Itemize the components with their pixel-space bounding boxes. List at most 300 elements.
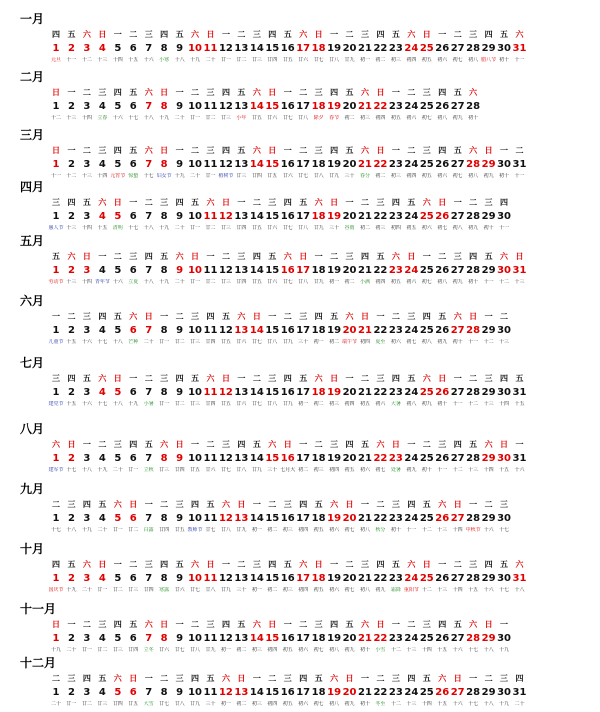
- weekday-label: 六: [515, 560, 524, 569]
- weekday-label: 二: [469, 374, 478, 383]
- weekday-label: 五: [453, 146, 462, 155]
- day-number: 16: [280, 633, 295, 644]
- lunar-date: 廿七: [313, 57, 324, 63]
- weekday-label: 二: [283, 312, 292, 321]
- lunar-date: 十二: [421, 527, 432, 533]
- month-label: 五月: [20, 234, 45, 248]
- lunar-date: 初六: [298, 701, 309, 707]
- lunar-date: 十五: [468, 587, 479, 593]
- day-number: 3: [83, 633, 91, 644]
- day-number: 25: [419, 573, 434, 584]
- lunar-date: 十三: [468, 467, 479, 473]
- day-number: 8: [160, 43, 168, 54]
- day-number: 2: [67, 453, 75, 464]
- lunar-date: 小寒: [159, 57, 170, 63]
- day-number: 13: [234, 101, 249, 112]
- lunar-date: 初四: [406, 173, 417, 179]
- lunar-date: 廿八: [236, 467, 247, 473]
- weekday-label: 四: [206, 312, 215, 321]
- lunar-date: 初四: [298, 587, 309, 593]
- day-number: 1: [52, 159, 60, 170]
- lunar-date: 初五: [390, 279, 401, 285]
- weekday-label: 三: [391, 500, 400, 509]
- day-number: 21: [358, 101, 372, 112]
- day-number: 23: [388, 387, 403, 398]
- weekday-label: 一: [206, 252, 215, 261]
- day-number: 2: [67, 325, 75, 336]
- day-number: 28: [466, 325, 481, 336]
- weekday-label: 六: [113, 674, 122, 683]
- day-number: 22: [373, 687, 388, 698]
- weekday-label: 四: [160, 560, 169, 569]
- weekday-label: 一: [113, 30, 122, 39]
- weekday-label: 五: [113, 312, 122, 321]
- day-number: 16: [280, 211, 295, 222]
- lunar-date: 十六: [81, 401, 92, 407]
- day-number: 19: [327, 101, 342, 112]
- month-label: 四月: [20, 180, 45, 194]
- lunar-date: 初九: [437, 339, 448, 345]
- weekday-label: 三: [175, 500, 184, 509]
- lunar-date: 十二: [50, 115, 61, 121]
- day-number: 6: [129, 513, 137, 524]
- weekday-label: 一: [175, 88, 184, 97]
- day-number: 23: [388, 265, 403, 276]
- day-number: 22: [373, 159, 388, 170]
- weekday-label: 日: [221, 198, 230, 207]
- day-number: 27: [450, 633, 465, 644]
- lunar-date: 初一: [220, 647, 231, 653]
- weekday-label: 四: [191, 674, 200, 683]
- weekday-label: 三: [52, 374, 60, 383]
- weekday-label: 三: [407, 312, 416, 321]
- day-number: 16: [280, 43, 295, 54]
- lunar-date: 廿八: [298, 225, 309, 231]
- day-number: 13: [234, 633, 249, 644]
- day-number: 26: [435, 687, 450, 698]
- lunar-date: 十七: [97, 401, 108, 407]
- day-number: 21: [358, 211, 372, 222]
- lunar-date: 初二: [267, 587, 278, 593]
- lunar-date: 初八: [329, 647, 340, 653]
- lunar-date: 初五: [313, 527, 324, 533]
- weekday-label: 六: [283, 252, 292, 261]
- weekday-label: 三: [67, 674, 76, 683]
- day-number: 29: [481, 687, 496, 698]
- lunar-date: 十五: [437, 701, 448, 707]
- lunar-date: 初六: [437, 173, 448, 179]
- day-number: 13: [234, 687, 249, 698]
- weekday-label: 三: [82, 312, 91, 321]
- lunar-date: 廿一: [159, 401, 170, 407]
- day-number: 26: [435, 513, 450, 524]
- day-number: 24: [404, 211, 419, 222]
- day-number: 9: [176, 325, 184, 336]
- day-number: 4: [98, 211, 106, 222]
- weekday-label: 三: [500, 674, 509, 683]
- lunar-date: 初九: [344, 701, 355, 707]
- weekday-label: 四: [376, 30, 385, 39]
- day-number: 17: [296, 633, 311, 644]
- day-number: 2: [67, 159, 75, 170]
- weekday-label: 五: [361, 440, 369, 449]
- day-number: 18: [311, 633, 326, 644]
- lunar-date: 初九: [452, 115, 463, 121]
- weekday-label: 六: [299, 30, 308, 39]
- weekday-label: 一: [67, 620, 76, 629]
- lunar-date: 廿七: [174, 647, 185, 653]
- lunar-date: 十四: [81, 225, 92, 231]
- lunar-date: 廿八: [205, 587, 216, 593]
- lunar-date: 十四: [499, 401, 510, 407]
- lunar-date: 初四: [406, 57, 417, 63]
- lunar-date: 十五: [128, 57, 139, 63]
- day-number: 9: [176, 265, 184, 276]
- day-number: 26: [435, 633, 450, 644]
- day-number: 2: [67, 573, 75, 584]
- lunar-date: 十一: [483, 279, 494, 285]
- weekday-label: 二: [52, 500, 60, 509]
- lunar-date: 十二: [81, 57, 92, 63]
- weekday-label: 五: [129, 146, 138, 155]
- weekday-label: 五: [237, 146, 246, 155]
- weekday-label: 二: [129, 560, 138, 569]
- lunar-date: 十八: [143, 279, 154, 285]
- day-number: 25: [419, 687, 434, 698]
- lunar-date: 初六: [329, 527, 340, 533]
- day-number: 4: [98, 101, 106, 112]
- day-number: 9: [176, 687, 184, 698]
- month-label: 三月: [20, 128, 45, 142]
- day-number: 15: [265, 325, 280, 336]
- weekday-label: 一: [314, 252, 323, 261]
- weekday-label: 五: [268, 252, 277, 261]
- day-number: 11: [203, 633, 218, 644]
- day-number: 20: [342, 573, 357, 584]
- weekday-label: 五: [129, 88, 138, 97]
- weekday-label: 二: [268, 674, 277, 683]
- weekday-label: 六: [252, 620, 261, 629]
- lunar-date: 初六: [390, 339, 401, 345]
- weekday-label: 三: [283, 500, 292, 509]
- weekday-label: 一: [330, 560, 339, 569]
- lunar-date: 初十: [359, 701, 370, 707]
- lunar-date: 十一: [514, 173, 525, 179]
- day-number: 28: [466, 687, 481, 698]
- weekday-label: 四: [221, 146, 230, 155]
- lunar-date: 三十: [267, 467, 278, 473]
- weekday-label: 一: [376, 312, 385, 321]
- day-number: 27: [450, 453, 465, 464]
- weekday-label: 一: [144, 500, 153, 509]
- weekday-label: 一: [469, 500, 478, 509]
- weekday-label: 一: [67, 88, 76, 97]
- day-number: 22: [373, 513, 388, 524]
- weekday-label: 六: [191, 560, 200, 569]
- day-number: 26: [435, 159, 450, 170]
- weekday-label: 六: [391, 252, 400, 261]
- weekday-label: 日: [268, 88, 277, 97]
- month-label: 一月: [20, 12, 45, 26]
- day-number: 6: [129, 101, 137, 112]
- lunar-date: 大雪: [143, 701, 154, 707]
- month-label: 九月: [20, 482, 45, 496]
- weekday-label: 四: [67, 198, 76, 207]
- day-number: 15: [265, 633, 280, 644]
- lunar-date: 十一: [499, 225, 510, 231]
- day-number: 20: [342, 687, 357, 698]
- lunar-date: 十八: [483, 701, 494, 707]
- lunar-date: 十二: [452, 467, 463, 473]
- lunar-date: 十八: [174, 57, 185, 63]
- day-number: 25: [419, 325, 434, 336]
- day-number: 13: [234, 453, 249, 464]
- lunar-date: 二十: [174, 115, 185, 121]
- day-number: 10: [188, 43, 202, 54]
- weekday-label: 六: [67, 252, 76, 261]
- day-number: 8: [160, 633, 168, 644]
- weekday-label: 四: [515, 674, 524, 683]
- day-number: 23: [388, 211, 403, 222]
- weekday-label: 日: [376, 88, 385, 97]
- day-number: 19: [327, 387, 342, 398]
- day-number: 7: [145, 265, 153, 276]
- weekday-label: 四: [500, 198, 509, 207]
- weekday-label: 三: [361, 560, 369, 569]
- lunar-date: 十五: [437, 647, 448, 653]
- lunar-date: 廿一: [128, 467, 139, 473]
- day-number: 28: [466, 265, 481, 276]
- weekday-label: 四: [422, 312, 431, 321]
- day-number: 12: [218, 43, 233, 54]
- day-number: 19: [327, 453, 342, 464]
- day-number: 10: [188, 325, 202, 336]
- weekday-label: 五: [438, 312, 447, 321]
- weekday-label: 一: [160, 312, 169, 321]
- day-number: 29: [481, 633, 496, 644]
- lunar-date: 儿童节: [48, 339, 64, 345]
- day-number: 21: [358, 43, 372, 54]
- day-number: 12: [218, 387, 233, 398]
- weekday-label: 二: [453, 30, 462, 39]
- day-number: 7: [145, 633, 153, 644]
- lunar-date: 廿三: [251, 57, 262, 63]
- weekday-label: 五: [67, 560, 76, 569]
- lunar-date: 初四: [375, 115, 386, 121]
- lunar-date: 十七: [97, 339, 108, 345]
- day-number: 18: [311, 101, 326, 112]
- lunar-date: 廿三: [128, 587, 139, 593]
- lunar-date: 廿二: [174, 339, 185, 345]
- weekday-label: 三: [391, 674, 400, 683]
- weekday-label: 五: [52, 252, 60, 261]
- day-number: 10: [188, 573, 202, 584]
- weekday-label: 六: [82, 30, 91, 39]
- day-number: 12: [218, 265, 233, 276]
- weekday-label: 五: [283, 30, 292, 39]
- weekday-label: 二: [191, 620, 200, 629]
- lunar-date: 建党节: [48, 401, 64, 407]
- day-number: 19: [327, 211, 342, 222]
- weekday-label: 二: [67, 312, 76, 321]
- weekday-label: 五: [500, 560, 509, 569]
- weekday-label: 三: [206, 620, 215, 629]
- lunar-date: 初一: [359, 57, 370, 63]
- day-number: 18: [311, 43, 326, 54]
- weekday-label: 一: [391, 146, 400, 155]
- weekday-label: 三: [314, 146, 323, 155]
- weekday-label: 二: [500, 312, 509, 321]
- lunar-date: 廿四: [159, 527, 170, 533]
- weekday-label: 三: [191, 312, 200, 321]
- day-number: 24: [404, 687, 419, 698]
- lunar-date: 二十: [97, 527, 108, 533]
- lunar-date: 十八: [483, 647, 494, 653]
- day-number: 4: [98, 513, 106, 524]
- weekday-label: 二: [438, 252, 447, 261]
- weekday-label: 五: [469, 440, 478, 449]
- day-number: 22: [373, 325, 388, 336]
- lunar-date: 初十: [483, 225, 494, 231]
- day-number: 14: [249, 101, 264, 112]
- day-number: 17: [296, 43, 311, 54]
- weekday-label: 六: [330, 674, 339, 683]
- lunar-date: 初一: [298, 401, 309, 407]
- lunar-date: 廿四: [143, 587, 154, 593]
- day-number: 13: [234, 513, 249, 524]
- lunar-date: 廿九: [344, 57, 355, 63]
- weekday-label: 六: [206, 198, 215, 207]
- lunar-date: 十三: [437, 527, 448, 533]
- day-number: 4: [98, 633, 106, 644]
- weekday-label: 四: [67, 374, 76, 383]
- day-number: 8: [160, 513, 168, 524]
- day-number: 17: [296, 573, 311, 584]
- lunar-date: 初七: [421, 279, 432, 285]
- weekday-label: 一: [453, 198, 462, 207]
- lunar-date: 初二: [313, 401, 324, 407]
- day-number: 17: [296, 687, 311, 698]
- weekday-label: 三: [469, 30, 478, 39]
- weekday-label: 三: [160, 374, 169, 383]
- day-number: 28: [466, 101, 481, 112]
- weekday-label: 六: [144, 146, 153, 155]
- day-number: 11: [203, 101, 218, 112]
- day-number: 21: [358, 159, 372, 170]
- lunar-date: 二十: [112, 467, 123, 473]
- lunar-date: 廿七: [190, 587, 201, 593]
- day-number: 27: [450, 513, 465, 524]
- lunar-date: 初三: [282, 527, 293, 533]
- weekday-label: 六: [237, 312, 246, 321]
- lunar-date: 廿三: [97, 701, 108, 707]
- weekday-label: 日: [206, 30, 215, 39]
- weekday-label: 五: [299, 374, 308, 383]
- weekday-label: 日: [345, 674, 354, 683]
- day-number: 9: [176, 633, 184, 644]
- lunar-date: 二十: [50, 701, 61, 707]
- lunar-date: 廿九: [282, 339, 293, 345]
- weekday-label: 日: [113, 198, 122, 207]
- day-number: 10: [188, 513, 202, 524]
- weekday-label: 三: [98, 620, 107, 629]
- weekday-label: 六: [191, 30, 200, 39]
- lunar-date: 廿三: [159, 467, 170, 473]
- weekday-label: 一: [438, 30, 447, 39]
- weekday-label: 一: [82, 440, 91, 449]
- weekday-label: 二: [268, 500, 277, 509]
- day-number: 8: [160, 265, 168, 276]
- weekday-label: 六: [515, 30, 524, 39]
- lunar-date: 十一: [66, 57, 77, 63]
- day-number: 1: [52, 573, 60, 584]
- day-number: 29: [481, 573, 496, 584]
- weekday-label: 五: [82, 374, 91, 383]
- lunar-date: 初八: [437, 115, 448, 121]
- weekday-label: 四: [175, 374, 184, 383]
- day-number: 18: [311, 387, 326, 398]
- day-number: 20: [342, 633, 357, 644]
- day-number: 30: [497, 513, 511, 524]
- day-number: 15: [265, 211, 280, 222]
- lunar-date: 初五: [421, 173, 432, 179]
- weekday-label: 一: [252, 674, 261, 683]
- lunar-date: 秋分: [375, 527, 386, 533]
- lunar-date: 廿四: [205, 339, 216, 345]
- day-number: 13: [234, 573, 249, 584]
- lunar-date: 廿六: [298, 57, 309, 63]
- weekday-label: 五: [500, 30, 509, 39]
- day-number: 30: [497, 325, 511, 336]
- day-number: 23: [388, 453, 403, 464]
- lunar-date: 初一: [220, 701, 231, 707]
- lunar-date: 廿六: [174, 587, 185, 593]
- lunar-date: 二十: [66, 647, 77, 653]
- lunar-date: 十九: [499, 701, 510, 707]
- lunar-date: 廿一: [205, 173, 216, 179]
- day-number: 23: [388, 159, 403, 170]
- lunar-date: 十五: [66, 339, 77, 345]
- day-number: 9: [176, 573, 184, 584]
- lunar-date: 廿三: [190, 401, 201, 407]
- lunar-date: 腊八节: [481, 57, 497, 63]
- weekday-label: 四: [268, 30, 277, 39]
- day-number: 16: [280, 573, 295, 584]
- weekday-label: 一: [129, 374, 138, 383]
- weekday-label: 四: [438, 620, 447, 629]
- lunar-date: 廿九: [313, 279, 324, 285]
- day-number: 21: [358, 513, 372, 524]
- lunar-date: 廿六: [236, 339, 247, 345]
- day-number: 16: [280, 513, 295, 524]
- lunar-date: 十六: [483, 587, 494, 593]
- weekday-label: 五: [237, 88, 246, 97]
- day-number: 4: [98, 43, 106, 54]
- lunar-date: 廿一: [66, 701, 77, 707]
- month-block: [0, 600, 600, 658]
- lunar-date: 谷雨: [344, 225, 355, 231]
- lunar-date: 元旦: [50, 57, 61, 63]
- day-number: 11: [203, 211, 218, 222]
- day-number: 27: [450, 101, 465, 112]
- day-number: 25: [419, 43, 434, 54]
- day-number: 28: [466, 573, 481, 584]
- lunar-date: 二十: [190, 173, 201, 179]
- weekday-label: 三: [175, 674, 184, 683]
- weekday-label: 五: [191, 374, 200, 383]
- lunar-date: 十四: [81, 115, 92, 121]
- lunar-date: 十九: [174, 173, 185, 179]
